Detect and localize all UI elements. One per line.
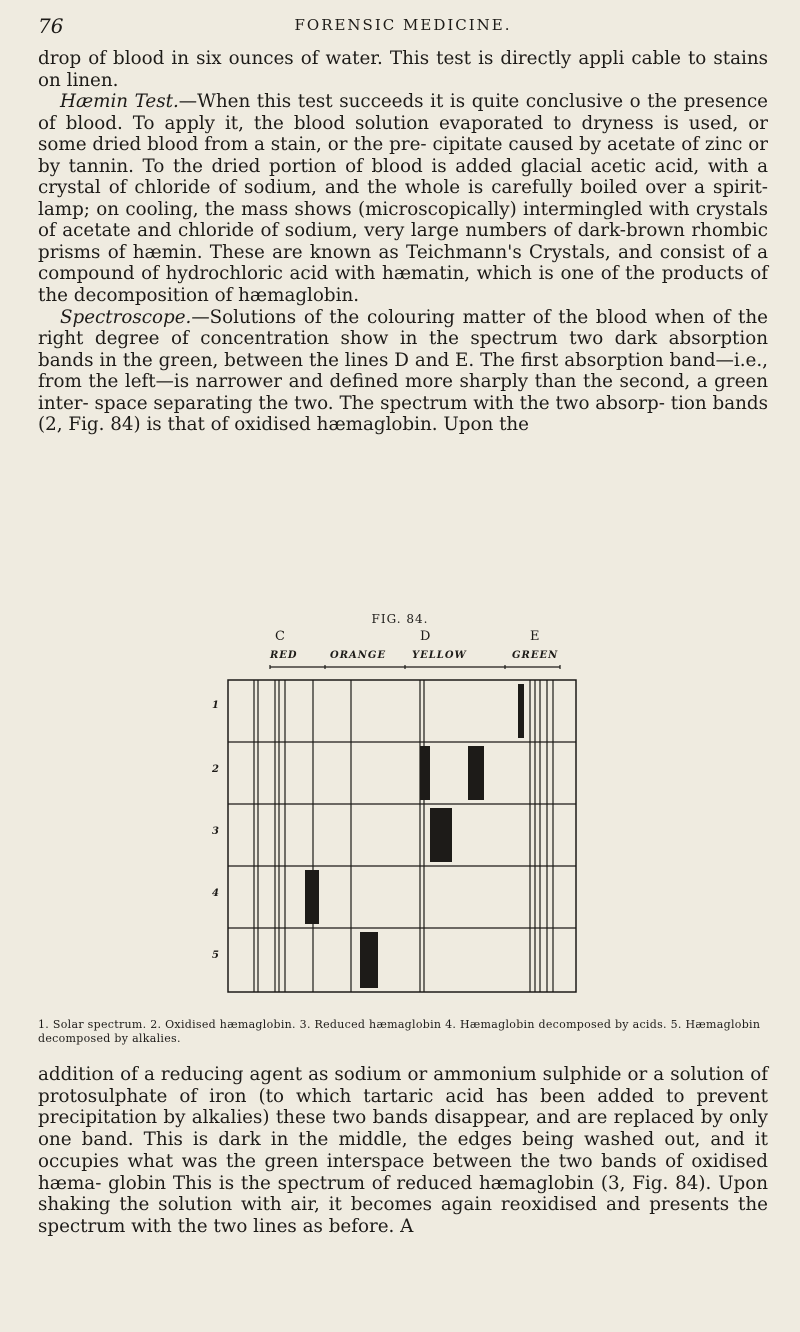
paragraph-continuation: drop of blood in six ounces of water. This test is directly appli cable to stains on linen.	[38, 48, 768, 91]
paragraph-reducing-agent: addition of a reducing agent as sodium or ammonium sulphide or a solution of protosulphate of iron (to which tartaric acid has been added to prevent precipitation by alkalies) these two bands disappear, and are replaced by only one band. This is dark in the middle, the edges being washed out, and it occupies what was the green interspace between the two bands of oxidised hæma- globin This is the spectrum of reduced hæmaglobin (3, Fig. 84). Upon shaking the solution with air, it becomes again reoxidised and presents the spectrum with the two lines as before. A	[38, 1064, 768, 1237]
row-number-2: 2	[212, 764, 219, 775]
page-header	[38, 14, 768, 40]
running-head: FORENSIC MEDICINE.	[294, 16, 512, 34]
row-number-5: 5	[212, 950, 219, 961]
figure-label: FIG. 84.	[371, 612, 429, 626]
body-text-bottom	[38, 1064, 768, 1238]
page-number: 76	[38, 14, 64, 38]
region-label-green: GREEN	[512, 650, 559, 661]
spectrum-diagram	[0, 612, 800, 1012]
row-number-4: 4	[212, 888, 219, 899]
line-label-e: E	[530, 629, 540, 644]
row-number-1: 1	[212, 700, 219, 711]
figure-84	[0, 612, 800, 1045]
section-lead-haemin: Hæmin Test.	[60, 91, 179, 113]
section-lead-spectroscope: Spectroscope.	[60, 306, 192, 328]
body-text-top	[38, 48, 768, 436]
paragraph-spectroscope: Spectroscope.—Solutions of the colouring matter of the blood when of the right degree of concentration show in the spectrum two dark absorption bands in the green, between the lines D and E. The first absorption band—i.e., from the left—is narrower and defined more sharply than the second, a green inter- space separating the two. The spectrum with the two absorp- tion bands (2, Fig. 84) is that of oxidised hæmaglobin. Upon the	[38, 306, 768, 436]
region-label-yellow: YELLOW	[412, 650, 467, 661]
region-label-red: RED	[270, 650, 298, 661]
paragraph-haemin-test: Hæmin Test.—When this test succeeds it is quite conclusive o the presence of blood. To apply it, the blood solution evaporated to dryness is used, or some dried blood from a stain, or the pre- cipitate caused by acetate of zinc or by tannin. To the dried portion of blood is added glacial acetic acid, with a crystal of chloride of sodium, and the whole is carefully boiled over a spirit- lamp; on cooling, the mass shows (microscopically) intermingled with crystals of acetate and chloride of sodium, very large numbers of dark-brown rhombic prisms of hæmin. These are known as Teichmann's Crystals, and consist of a compound of hydrochloric acid with hæmatin, which is one of the products of the decomposition of hæmaglobin.	[38, 91, 768, 307]
row-number-3: 3	[212, 826, 219, 837]
region-label-orange: ORANGE	[330, 650, 387, 661]
figure-caption: 1. Solar spectrum. 2. Oxidised hæmaglobin. 3. Reduced hæmaglobin 4. Hæmaglobin decomposed by acids. 5. Hæmaglobin decomposed by alkalies.	[38, 1018, 761, 1045]
line-label-d: D	[420, 629, 431, 644]
line-label-c: C	[275, 629, 285, 644]
